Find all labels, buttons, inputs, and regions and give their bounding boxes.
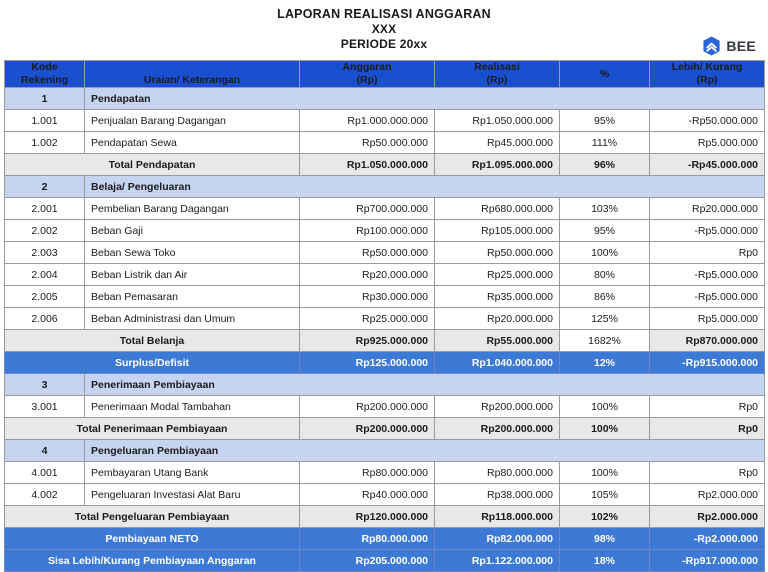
highlight-realisasi: Rp1.040.000.000: [435, 352, 560, 374]
section-label: Penerimaan Pembiayaan: [85, 374, 765, 396]
row-persen: 100%: [560, 396, 650, 418]
row-description: Penjualan Barang Dagangan: [85, 110, 300, 132]
row-persen: 86%: [560, 286, 650, 308]
row-lebih-kurang: -Rp5.000.000: [650, 286, 765, 308]
row-anggaran: Rp100.000.000: [300, 220, 435, 242]
highlight-persen: 98%: [560, 528, 650, 550]
column-header-persen: [560, 61, 650, 88]
column-header-realisasi: [435, 61, 560, 88]
row-anggaran: Rp80.000.000: [300, 462, 435, 484]
table-row: [5, 220, 765, 242]
section-label: Pengeluaran Pembiayaan: [85, 440, 765, 462]
row-lebih-kurang: -Rp5.000.000: [650, 220, 765, 242]
row-lebih-kurang: Rp0: [650, 396, 765, 418]
row-code: 1.001: [5, 110, 85, 132]
total-anggaran: Rp925.000.000: [300, 330, 435, 352]
table-row: [5, 484, 765, 506]
total-realisasi: Rp1.095.000.000: [435, 154, 560, 176]
total-label: Total Pendapatan: [5, 154, 300, 176]
brand-name: BEE: [726, 38, 756, 54]
section-code: 4: [5, 440, 85, 462]
page-title: LAPORAN REALISASI ANGGARAN: [277, 7, 491, 21]
row-anggaran: Rp700.000.000: [300, 198, 435, 220]
total-persen: 96%: [560, 154, 650, 176]
row-realisasi: Rp680.000.000: [435, 198, 560, 220]
table-total-row: [5, 154, 765, 176]
row-code: 4.001: [5, 462, 85, 484]
row-realisasi: Rp50.000.000: [435, 242, 560, 264]
table-row: [5, 242, 765, 264]
row-code: 1.002: [5, 132, 85, 154]
row-realisasi: Rp1.050.000.000: [435, 110, 560, 132]
row-description: Pembayaran Utang Bank: [85, 462, 300, 484]
table-row: [5, 396, 765, 418]
highlight-realisasi: Rp82.000.000: [435, 528, 560, 550]
row-code: 2.003: [5, 242, 85, 264]
row-description: Beban Administrasi dan Umum: [85, 308, 300, 330]
total-anggaran: Rp1.050.000.000: [300, 154, 435, 176]
row-realisasi: Rp200.000.000: [435, 396, 560, 418]
brand-logo: [702, 36, 756, 56]
highlight-label: Surplus/Defisit: [5, 352, 300, 374]
row-description: Beban Listrik dan Air: [85, 264, 300, 286]
highlight-lebih-kurang: -Rp915.000.000: [650, 352, 765, 374]
table-body: [5, 88, 765, 572]
row-description: Beban Sewa Toko: [85, 242, 300, 264]
document-header: [0, 0, 768, 56]
table-row: [5, 264, 765, 286]
row-code: 2.006: [5, 308, 85, 330]
row-code: 2.005: [5, 286, 85, 308]
row-code: 3.001: [5, 396, 85, 418]
row-description: Beban Pemasaran: [85, 286, 300, 308]
table-highlight-row: [5, 550, 765, 572]
row-lebih-kurang: Rp5.000.000: [650, 132, 765, 154]
total-label: Total Penerimaan Pembiayaan: [5, 418, 300, 440]
total-anggaran: Rp120.000.000: [300, 506, 435, 528]
section-code: 1: [5, 88, 85, 110]
row-anggaran: Rp40.000.000: [300, 484, 435, 506]
total-anggaran: Rp200.000.000: [300, 418, 435, 440]
row-lebih-kurang: -Rp5.000.000: [650, 264, 765, 286]
table-row: [5, 132, 765, 154]
row-persen: 95%: [560, 110, 650, 132]
table-header-row: [5, 61, 765, 88]
row-lebih-kurang: Rp2.000.000: [650, 484, 765, 506]
column-header-kode-line1: Kode: [31, 61, 58, 73]
highlight-anggaran: Rp205.000.000: [300, 550, 435, 572]
highlight-label: Pembiayaan NETO: [5, 528, 300, 550]
total-label: Total Pengeluaran Pembiayaan: [5, 506, 300, 528]
highlight-lebih-kurang: -Rp917.000.000: [650, 550, 765, 572]
column-header-kode: [5, 61, 85, 88]
row-anggaran: Rp50.000.000: [300, 242, 435, 264]
table-total-row: [5, 418, 765, 440]
total-lebih-kurang: Rp870.000.000: [650, 330, 765, 352]
table-row: [5, 308, 765, 330]
row-description: Pendapatan Sewa: [85, 132, 300, 154]
report-table-container: [0, 60, 768, 572]
column-header-uraian-line1: Uraian/ Keterangan: [143, 74, 241, 86]
column-header-uraian: [85, 61, 300, 88]
table-row: [5, 110, 765, 132]
total-realisasi: Rp118.000.000: [435, 506, 560, 528]
column-header-kode-line2: Rekening: [20, 74, 69, 86]
table-section-row: [5, 440, 765, 462]
total-realisasi: Rp200.000.000: [435, 418, 560, 440]
row-anggaran: Rp30.000.000: [300, 286, 435, 308]
highlight-realisasi: Rp1.122.000.000: [435, 550, 560, 572]
column-header-lebih-kurang-line2: (Rp): [696, 74, 718, 86]
section-label: Belaja/ Pengeluaran: [85, 176, 765, 198]
table-section-row: [5, 88, 765, 110]
hexagon-chevron-icon: [702, 36, 721, 56]
highlight-persen: 18%: [560, 550, 650, 572]
highlight-label: Sisa Lebih/Kurang Pembiayaan Anggaran: [5, 550, 300, 572]
table-section-row: [5, 374, 765, 396]
row-persen: 111%: [560, 132, 650, 154]
row-realisasi: Rp20.000.000: [435, 308, 560, 330]
row-description: Pengeluaran Investasi Alat Baru: [85, 484, 300, 506]
row-persen: 100%: [560, 462, 650, 484]
row-persen: 103%: [560, 198, 650, 220]
row-realisasi: Rp25.000.000: [435, 264, 560, 286]
row-realisasi: Rp35.000.000: [435, 286, 560, 308]
row-lebih-kurang: Rp0: [650, 462, 765, 484]
total-label: Total Belanja: [5, 330, 300, 352]
highlight-anggaran: Rp125.000.000: [300, 352, 435, 374]
row-code: 4.002: [5, 484, 85, 506]
total-persen: 102%: [560, 506, 650, 528]
total-persen: 1682%: [560, 330, 650, 352]
table-row: [5, 462, 765, 484]
table-header: [5, 61, 765, 88]
total-realisasi: Rp55.000.000: [435, 330, 560, 352]
highlight-lebih-kurang: -Rp2.000.000: [650, 528, 765, 550]
budget-realization-table: [4, 60, 765, 572]
column-header-realisasi-line1: Realisasi: [474, 61, 520, 73]
row-realisasi: Rp45.000.000: [435, 132, 560, 154]
table-total-row: [5, 330, 765, 352]
column-header-realisasi-line2: (Rp): [486, 74, 508, 86]
row-realisasi: Rp105.000.000: [435, 220, 560, 242]
section-label: Pendapatan: [85, 88, 765, 110]
table-highlight-row: [5, 352, 765, 374]
row-persen: 80%: [560, 264, 650, 286]
row-lebih-kurang: Rp20.000.000: [650, 198, 765, 220]
total-persen: 100%: [560, 418, 650, 440]
row-code: 2.001: [5, 198, 85, 220]
section-code: 3: [5, 374, 85, 396]
highlight-anggaran: Rp80.000.000: [300, 528, 435, 550]
row-realisasi: Rp38.000.000: [435, 484, 560, 506]
column-header-persen-line1: %: [599, 67, 610, 80]
row-code: 2.002: [5, 220, 85, 242]
table-row: [5, 198, 765, 220]
row-code: 2.004: [5, 264, 85, 286]
row-persen: 105%: [560, 484, 650, 506]
row-anggaran: Rp20.000.000: [300, 264, 435, 286]
row-description: Pembelian Barang Dagangan: [85, 198, 300, 220]
row-persen: 125%: [560, 308, 650, 330]
row-anggaran: Rp1.000.000.000: [300, 110, 435, 132]
column-header-lebih-kurang-line1: Lebih/ Kurang: [671, 61, 743, 73]
table-section-row: [5, 176, 765, 198]
table-row: [5, 286, 765, 308]
column-header-anggaran: [300, 61, 435, 88]
row-persen: 100%: [560, 242, 650, 264]
total-lebih-kurang: Rp2.000.000: [650, 506, 765, 528]
row-anggaran: Rp200.000.000: [300, 396, 435, 418]
column-header-anggaran-line2: (Rp): [356, 74, 378, 86]
report-period: PERIODE 20xx: [340, 37, 428, 51]
column-header-lebih-kurang: [650, 61, 765, 88]
entity-name: XXX: [371, 22, 397, 36]
highlight-persen: 12%: [560, 352, 650, 374]
row-lebih-kurang: -Rp50.000.000: [650, 110, 765, 132]
column-header-anggaran-line1: Anggaran: [342, 61, 392, 73]
total-lebih-kurang: -Rp45.000.000: [650, 154, 765, 176]
row-persen: 95%: [560, 220, 650, 242]
row-realisasi: Rp80.000.000: [435, 462, 560, 484]
row-description: Beban Gaji: [85, 220, 300, 242]
row-lebih-kurang: Rp0: [650, 242, 765, 264]
row-lebih-kurang: Rp5.000.000: [650, 308, 765, 330]
table-total-row: [5, 506, 765, 528]
row-description: Penerimaan Modal Tambahan: [85, 396, 300, 418]
row-anggaran: Rp50.000.000: [300, 132, 435, 154]
row-anggaran: Rp25.000.000: [300, 308, 435, 330]
section-code: 2: [5, 176, 85, 198]
total-lebih-kurang: Rp0: [650, 418, 765, 440]
